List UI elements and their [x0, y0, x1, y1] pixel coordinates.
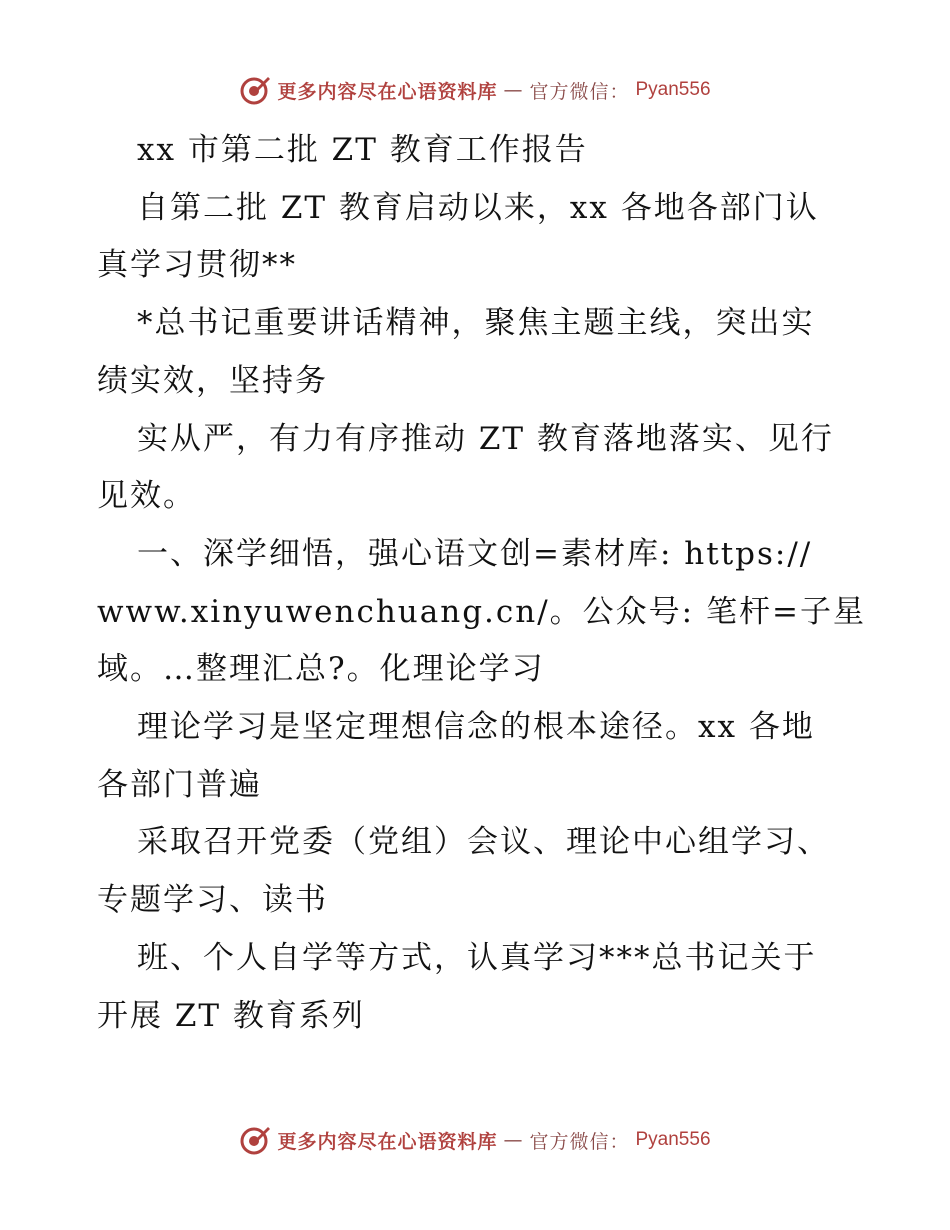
document-line: 域。…整理汇总?。化理论学习 — [97, 651, 545, 688]
banner-dash: — — [503, 79, 524, 101]
banner-wechat-id: Pyan556 — [635, 1129, 711, 1150]
banner-dash: — — [503, 1129, 524, 1151]
banner-main-text: 更多内容尽在心语资料库 — [277, 1130, 498, 1153]
document-line: 班、个人自学等方式，认真学习***总书记关于 — [137, 939, 817, 976]
pen-logo-icon — [239, 74, 271, 106]
banner-official-label: 官方微信： — [529, 1130, 630, 1153]
document-line: 绩实效，坚持务 — [97, 362, 328, 399]
document-line: 理论学习是坚定理想信念的根本途径。xx 各地 — [137, 709, 815, 746]
document-line: 自第二批 ZT 教育启动以来，xx 各地各部门认 — [137, 189, 819, 226]
banner-wechat-id: Pyan556 — [635, 79, 711, 100]
banner-official-label: 官方微信： — [529, 80, 630, 103]
document-line: 一、深学细悟，强心语文创=素材库: https:// — [137, 535, 813, 572]
footer-watermark-banner — [0, 1124, 950, 1156]
document-line: 实从严，有力有序推动 ZT 教育落地落实、见行 — [137, 420, 834, 457]
document-line: 真学习贯彻** — [97, 247, 297, 284]
document-line: 见效。 — [97, 478, 196, 515]
document-line: 专题学习、读书 — [97, 882, 328, 919]
document-line: xx 市第二批 ZT 教育工作报告 — [137, 132, 588, 168]
banner-main-text: 更多内容尽在心语资料库 — [277, 80, 498, 103]
document-line: 各部门普遍 — [97, 766, 262, 803]
document-line: *总书记重要讲话精神，聚焦主题主线，突出实 — [137, 305, 815, 342]
document-line: 开展 ZT 教育系列 — [97, 997, 365, 1034]
pen-logo-icon — [239, 1124, 271, 1156]
document-line: 采取召开党委（党组）会议、理论中心组学习、 — [137, 824, 830, 861]
header-watermark-banner — [0, 74, 950, 106]
document-line: www.xinyuwenchuang.cn/。公众号: 笔杆=子星 — [97, 593, 866, 630]
document-body — [97, 122, 866, 1045]
